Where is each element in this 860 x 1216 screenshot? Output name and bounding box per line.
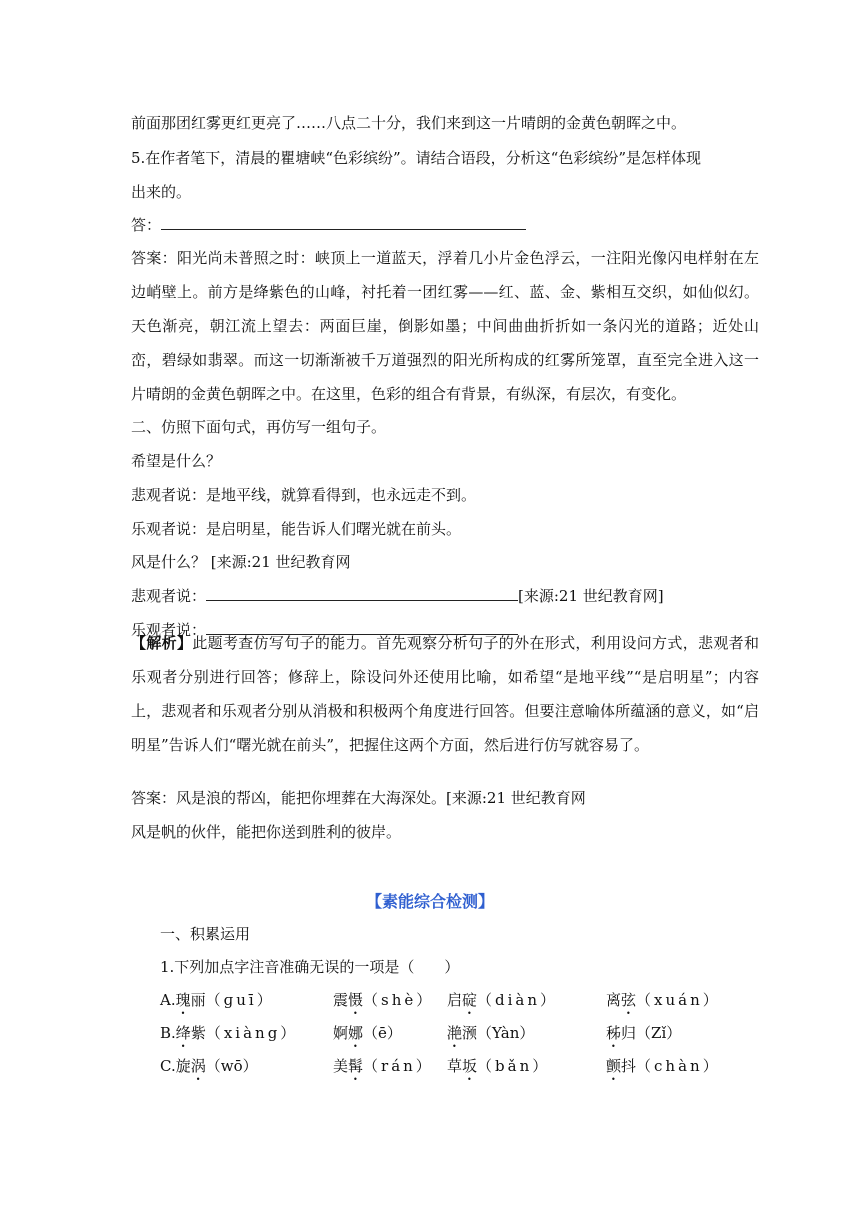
option-c-1[interactable]: C.旋涡（wō） [160, 1057, 258, 1075]
answer-paragraph: 答案：阳光尚未普照之时：峡顶上一道蓝天，浮着几小片金色浮云，一注阳光像闪电样射在左边峭壁上。前方是绛紫色的山峰，衬托着一团红雾——红、蓝、金、紫相互交织，如仙似幻。天色渐亮，朝江流上望去：两面巨崖，倒影如墨；中间曲曲折折如一条闪光的道路；近处山峦，碧绿如翡翠。而这一切渐渐被千万道强烈的阳光所构成的红雾所笼罩，直至完全进入这一片晴朗的金黄色朝晖之中。在这里，色彩的组合有背景，有纵深，有层次，有变化。 [131, 249, 759, 403]
part-1-title: 一、积累运用 [160, 925, 251, 943]
answer-label: 答： [131, 216, 162, 234]
paragraph-line: 前面那团红雾更红更亮了……八点二十分，我们来到这一片晴朗的金黄色朝晖之中。 [131, 114, 687, 132]
option-b-3: 滟滪（Yàn） [447, 1024, 535, 1042]
option-a-3: 启碇（diàn） [447, 991, 559, 1009]
optimist-sample: 乐观者说：是启明星，能告诉人们曙光就在前头。 [131, 520, 462, 538]
pessimist-label: 悲观者说： [131, 587, 207, 605]
option-b-2: 婀娜（ē） [333, 1024, 402, 1042]
section-heading: 【素能综合检测】 [365, 892, 494, 911]
option-a-1[interactable]: A.瑰丽（ɡuī） [160, 991, 275, 1009]
option-c-4: 颤抖（chàn） [606, 1057, 721, 1075]
analysis-paragraph [131, 626, 759, 762]
option-a-4: 离弦（xuán） [606, 991, 721, 1009]
analysis-tag: 【解析】 [131, 634, 193, 652]
option-a-2: 震慑（shè） [333, 991, 435, 1009]
hope-question: 希望是什么？ [131, 452, 222, 470]
answer-line [131, 215, 761, 235]
section-2-title: 二、仿照下面句式，再仿写一组句子。 [131, 418, 387, 436]
question-1: 1.下列加点字注音准确无误的一项是（ ） [160, 958, 460, 976]
option-c-2: 美髯（rán） [333, 1057, 434, 1075]
question-5: 5.在作者笔下，清晨的瞿塘峡“色彩缤纷”。请结合语段，分析这“色彩缤纷”是怎样体现 [131, 149, 701, 167]
question-5-cont: 出来的。 [131, 183, 192, 201]
option-b-4: 秭归（Zǐ） [606, 1024, 682, 1042]
option-b-1[interactable]: B.绛紫（xiàng） [160, 1024, 299, 1042]
analysis-text: 此题考查仿写句子的能力。首先观察分析句子的外在形式，利用设问方式，悲观者和乐观者分别进行回答；修辞上，除设问外还使用比喻，如希望“是地平线”“是启明星”；内容上，悲观者和乐观者分别从消极和积极两个角度进行回答。但要注意喻体所蕴涵的意义，如“启明星”告诉人们“曙光就在前头”，把握住这两个方面，然后进行仿写就容易了。 [131, 634, 759, 754]
source-note: [来源:21 世纪教育网] [518, 587, 664, 605]
answer-2a: 答案：风是浪的帮凶，能把你埋葬在大海深处。[来源:21 世纪教育网 [131, 789, 586, 807]
pessimist-sample: 悲观者说：是地平线，就算看得到，也永远走不到。 [131, 486, 477, 504]
pessimist-blank[interactable] [206, 586, 518, 601]
optimist-label: 乐观者说： [131, 621, 207, 639]
answer-blank[interactable] [161, 215, 526, 230]
wind-question: 风是什么？ [来源:21 世纪教育网 [131, 553, 351, 571]
pessimist-fill [131, 586, 761, 606]
option-c-3: 草坂（bǎn） [447, 1057, 551, 1075]
answer-2b: 风是帆的伙伴，能把你送到胜利的彼岸。 [131, 823, 402, 841]
